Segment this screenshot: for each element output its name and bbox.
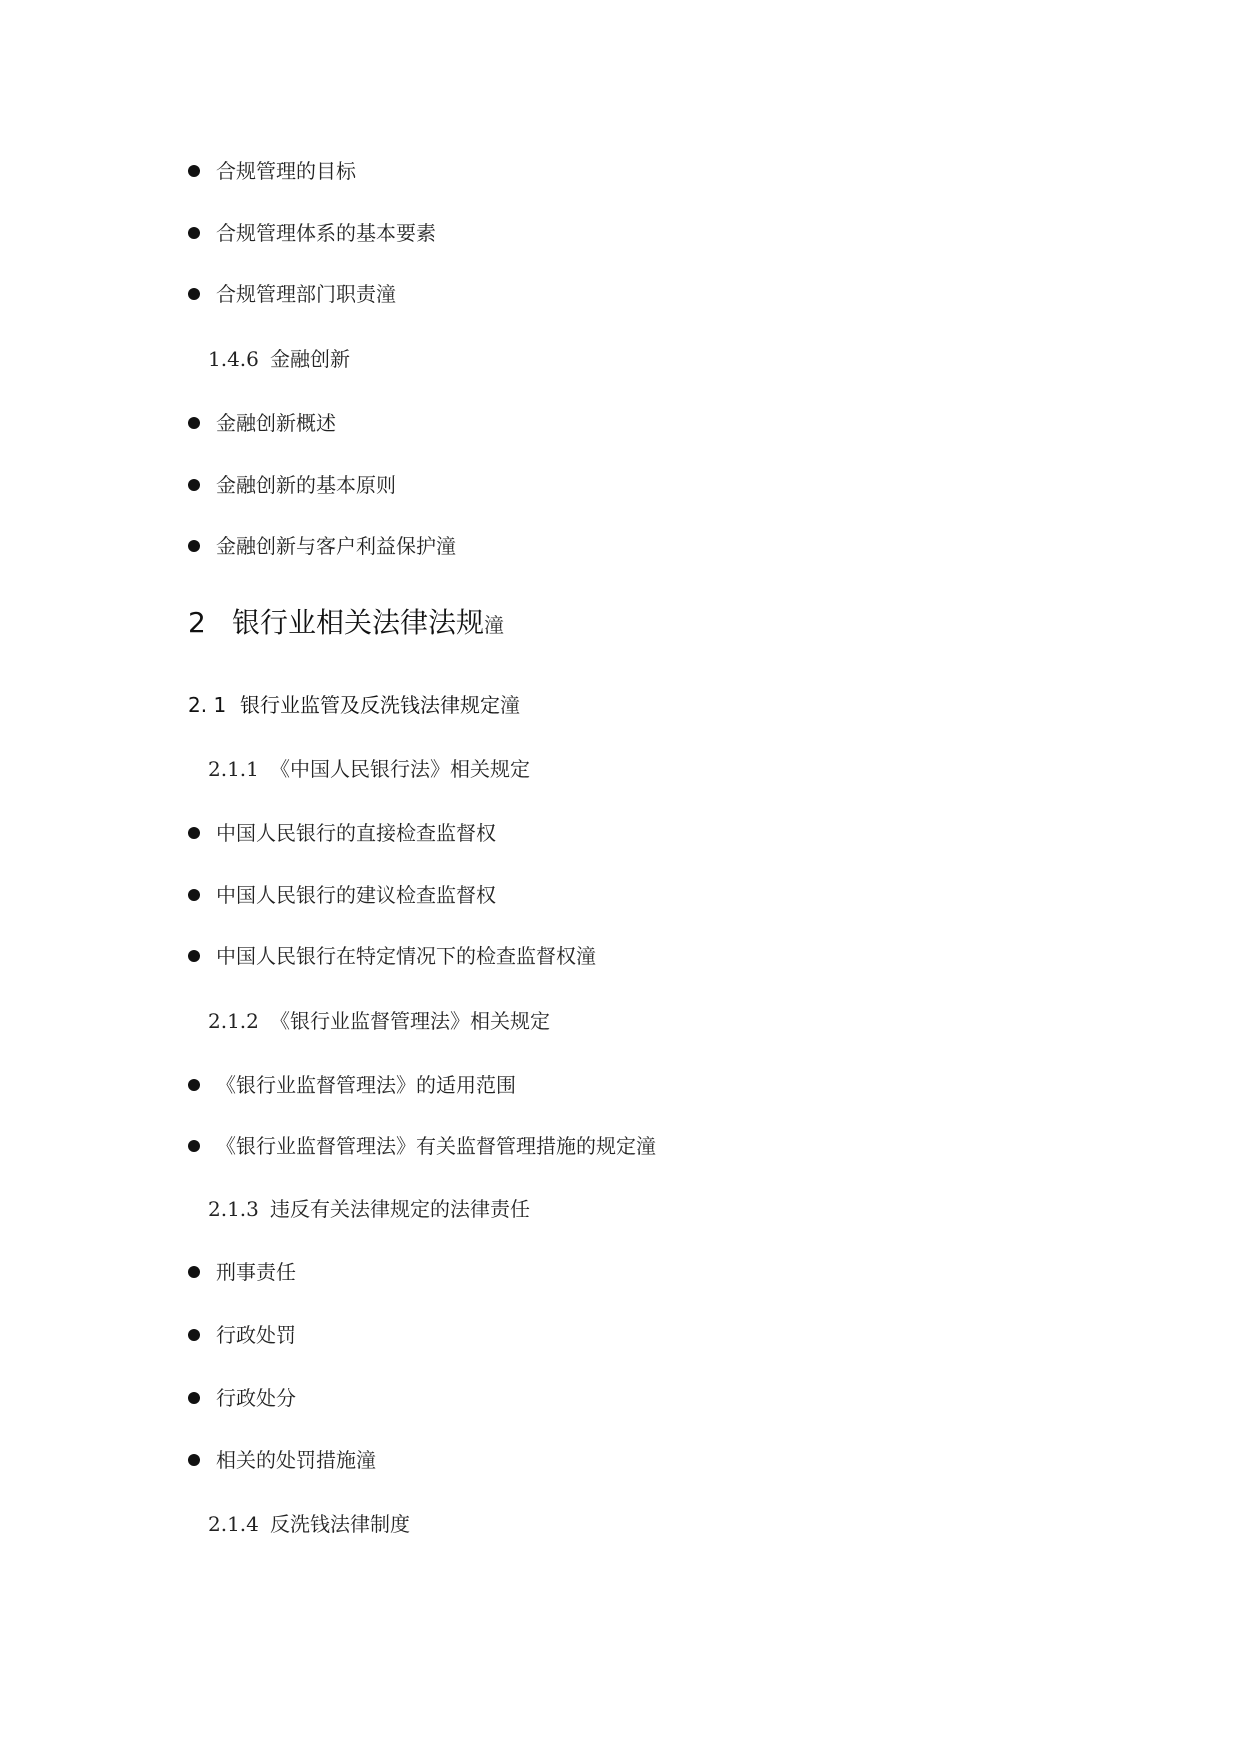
- list-item-text: 金融创新与客户利益保护潼: [216, 534, 456, 558]
- inline-mark: 潼: [500, 693, 520, 717]
- list-item-text: 行政处分: [216, 1386, 296, 1410]
- bullet-icon: [188, 288, 200, 300]
- bullet-icon: [188, 1079, 200, 1091]
- list-item-text: 刑事责任: [216, 1260, 296, 1284]
- bullet-icon: [188, 1454, 200, 1466]
- subsection-number: 1.4.6: [208, 347, 259, 371]
- subsection-title: 反洗钱法律制度: [270, 1512, 410, 1536]
- bullet-icon: [188, 1266, 200, 1278]
- subsection-title: 《中国人民银行法》相关规定: [270, 757, 530, 781]
- list-item-text: 《银行业监督管理法》有关监督管理措施的规定潼: [216, 1134, 656, 1158]
- inline-mark: 潼: [356, 1448, 376, 1472]
- subsection-number: 2.1.3: [208, 1197, 259, 1221]
- subsection-number: 2.1.1: [208, 757, 259, 781]
- inline-mark: 潼: [484, 613, 505, 637]
- subsection-number: 2.1.4: [208, 1512, 259, 1536]
- subsection-title: 金融创新: [270, 347, 350, 371]
- list-item-text: 金融创新概述: [216, 411, 336, 435]
- bullet-icon: [188, 889, 200, 901]
- bullet-icon: [188, 1329, 200, 1341]
- list-item-text: 《银行业监督管理法》的适用范围: [216, 1073, 516, 1097]
- subsection-number: 2.1.2: [208, 1009, 259, 1033]
- bullet-icon: [188, 479, 200, 491]
- list-item-text: 中国人民银行在特定情况下的检查监督权潼: [216, 944, 596, 968]
- list-item-text: 金融创新的基本原则: [216, 473, 396, 497]
- subsection-title: 银行业监管及反洗钱法律规定潼: [240, 693, 520, 717]
- list-item-text: 相关的处罚措施潼: [216, 1448, 376, 1472]
- bullet-icon: [188, 227, 200, 239]
- section-number: 2: [188, 606, 206, 639]
- list-item-text: 合规管理部门职责潼: [216, 282, 396, 306]
- subsection-title: 《银行业监督管理法》相关规定: [270, 1009, 550, 1033]
- bullet-icon: [188, 1392, 200, 1404]
- subsection-number: 2. 1: [188, 693, 227, 717]
- list-item-text: 行政处罚: [216, 1323, 296, 1347]
- bullet-icon: [188, 950, 200, 962]
- section-title: 银行业相关法律法规潼: [232, 606, 505, 639]
- bullet-icon: [188, 165, 200, 177]
- bullet-icon: [188, 540, 200, 552]
- inline-mark: 潼: [376, 282, 396, 306]
- bullet-icon: [188, 827, 200, 839]
- inline-mark: 潼: [636, 1134, 656, 1158]
- inline-mark: 潼: [436, 534, 456, 558]
- list-item-text: 中国人民银行的直接检查监督权: [216, 821, 496, 845]
- bullet-icon: [188, 1140, 200, 1152]
- list-item-text: 合规管理体系的基本要素: [216, 221, 436, 245]
- list-item-text: 中国人民银行的建议检查监督权: [216, 883, 496, 907]
- subsection-title: 违反有关法律规定的法律责任: [270, 1197, 530, 1221]
- list-item-text: 合规管理的目标: [216, 159, 356, 183]
- bullet-icon: [188, 417, 200, 429]
- inline-mark: 潼: [576, 944, 596, 968]
